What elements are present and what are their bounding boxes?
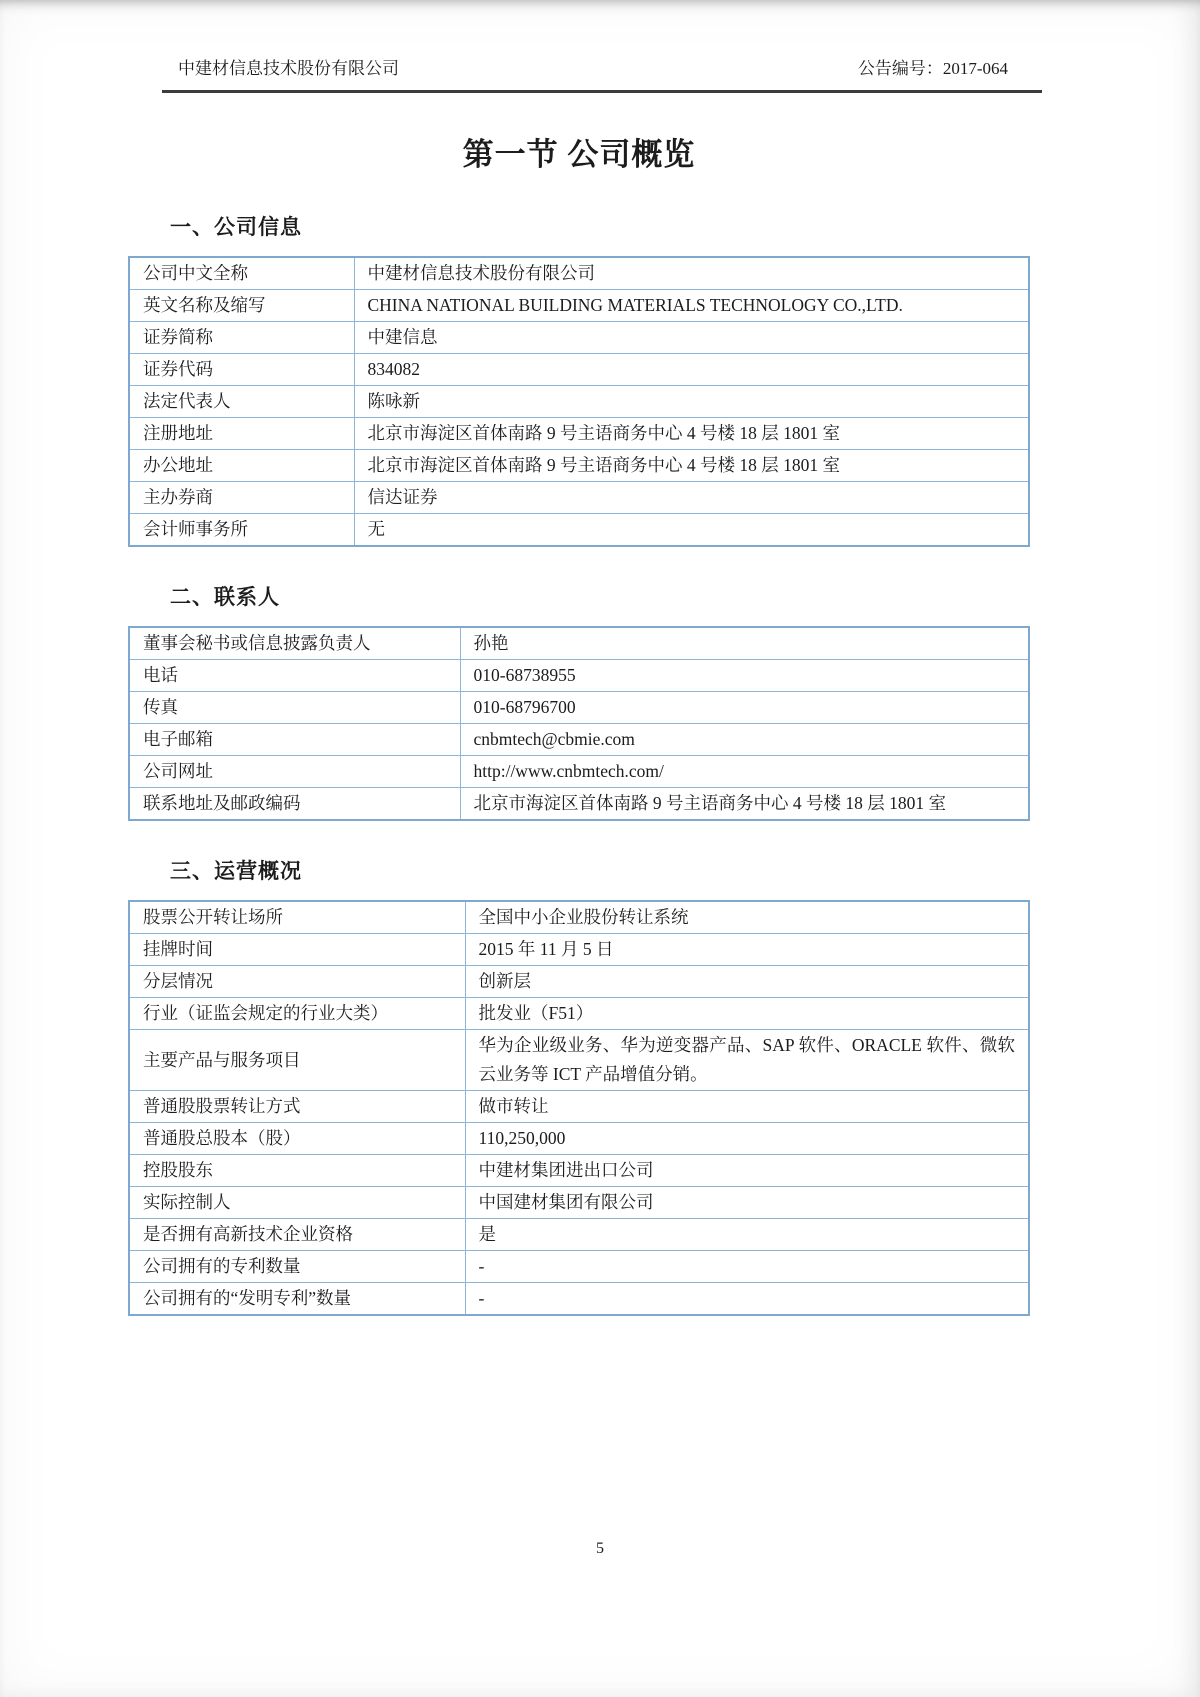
row-value: 2015 年 11 月 5 日: [465, 934, 1029, 966]
row-value: 做市转让: [465, 1091, 1029, 1123]
row-value: 全国中小企业股份转让系统: [465, 901, 1029, 934]
row-label: 法定代表人: [129, 386, 354, 418]
row-label: 会计师事务所: [129, 514, 354, 547]
row-value: 华为企业级业务、华为逆变器产品、SAP 软件、ORACLE 软件、微软云业务等 ICT 产品增值分销。: [465, 1030, 1029, 1091]
row-label: 传真: [129, 692, 460, 724]
row-value: 创新层: [465, 966, 1029, 998]
row-label: 证券简称: [129, 322, 354, 354]
row-value: 陈咏新: [354, 386, 1029, 418]
row-value: 无: [354, 514, 1029, 547]
row-value: 010-68738955: [460, 660, 1029, 692]
row-label: 是否拥有高新技术企业资格: [129, 1219, 465, 1251]
table-row: [129, 901, 1029, 934]
row-value: -: [465, 1283, 1029, 1316]
table-row: [129, 692, 1029, 724]
table-row: [129, 998, 1029, 1030]
row-label: 公司中文全称: [129, 257, 354, 290]
row-value: CHINA NATIONAL BUILDING MATERIALS TECHNOLOGY CO.,LTD.: [354, 290, 1029, 322]
table-row: [129, 788, 1029, 821]
table-row: [129, 386, 1029, 418]
row-value: http://www.cnbmtech.com/: [460, 756, 1029, 788]
page-title: 第一节 公司概览: [462, 137, 696, 172]
row-label: 英文名称及缩写: [129, 290, 354, 322]
table-row: [129, 1283, 1029, 1316]
table-row: [129, 724, 1029, 756]
row-value: 中建材信息技术股份有限公司: [354, 257, 1029, 290]
header-company-name: 中建材信息技术股份有限公司: [178, 59, 399, 78]
contacts-table: [128, 626, 1030, 821]
row-value: -: [465, 1251, 1029, 1283]
row-label: 实际控制人: [129, 1187, 465, 1219]
operations-table: [128, 900, 1030, 1316]
row-label: 联系地址及邮政编码: [129, 788, 460, 821]
row-label: 行业（证监会规定的行业大类）: [129, 998, 465, 1030]
row-label: 证券代码: [129, 354, 354, 386]
header-divider: [162, 90, 1042, 93]
row-value: 010-68796700: [460, 692, 1029, 724]
table-row: [129, 418, 1029, 450]
row-value: 中建信息: [354, 322, 1029, 354]
table-row: [129, 1123, 1029, 1155]
table-row: [129, 660, 1029, 692]
table-row: [129, 290, 1029, 322]
row-value: cnbmtech@cbmie.com: [460, 724, 1029, 756]
row-label: 股票公开转让场所: [129, 901, 465, 934]
row-label: 分层情况: [129, 966, 465, 998]
row-label: 公司拥有的“发明专利”数量: [129, 1283, 465, 1316]
table-row: [129, 354, 1029, 386]
row-label: 普通股股票转让方式: [129, 1091, 465, 1123]
table-row: [129, 966, 1029, 998]
row-label: 电话: [129, 660, 460, 692]
row-value: 中国建材集团有限公司: [465, 1187, 1029, 1219]
page-header: [178, 56, 1008, 82]
row-value: 孙艳: [460, 627, 1029, 660]
section-heading-contacts: 二、联系人: [170, 586, 280, 609]
company-info-table: [128, 256, 1030, 547]
row-value: 北京市海淀区首体南路 9 号主语商务中心 4 号楼 18 层 1801 室: [460, 788, 1029, 821]
table-row: [129, 1155, 1029, 1187]
table-row: [129, 1091, 1029, 1123]
row-label: 注册地址: [129, 418, 354, 450]
table-row: [129, 934, 1029, 966]
table-row: [129, 1030, 1029, 1091]
row-label: 公司拥有的专利数量: [129, 1251, 465, 1283]
row-label: 控股股东: [129, 1155, 465, 1187]
table-row: [129, 1187, 1029, 1219]
row-label: 主要产品与服务项目: [129, 1030, 465, 1091]
row-label: 办公地址: [129, 450, 354, 482]
row-value: 批发业（F51）: [465, 998, 1029, 1030]
row-value: 中建材集团进出口公司: [465, 1155, 1029, 1187]
table-row: [129, 627, 1029, 660]
row-label: 公司网址: [129, 756, 460, 788]
table-row: [129, 322, 1029, 354]
table-row: [129, 1251, 1029, 1283]
table-row: [129, 1219, 1029, 1251]
row-value: 是: [465, 1219, 1029, 1251]
table-row: [129, 482, 1029, 514]
row-label: 普通股总股本（股）: [129, 1123, 465, 1155]
header-announcement-number: 公告编号：2017-064: [857, 59, 1008, 78]
row-value: 北京市海淀区首体南路 9 号主语商务中心 4 号楼 18 层 1801 室: [354, 450, 1029, 482]
row-label: 主办券商: [129, 482, 354, 514]
table-row: [129, 450, 1029, 482]
row-value: 北京市海淀区首体南路 9 号主语商务中心 4 号楼 18 层 1801 室: [354, 418, 1029, 450]
row-label: 董事会秘书或信息披露负责人: [129, 627, 460, 660]
row-value: 信达证券: [354, 482, 1029, 514]
table-row: [129, 514, 1029, 547]
row-value: 110,250,000: [465, 1123, 1029, 1155]
table-row: [129, 257, 1029, 290]
row-label: 电子邮箱: [129, 724, 460, 756]
section-heading-company-info: 一、公司信息: [170, 216, 302, 239]
section-heading-operations: 三、运营概况: [170, 860, 302, 883]
page-number: 5: [596, 1540, 604, 1557]
row-label: 挂牌时间: [129, 934, 465, 966]
row-value: 834082: [354, 354, 1029, 386]
table-row: [129, 756, 1029, 788]
